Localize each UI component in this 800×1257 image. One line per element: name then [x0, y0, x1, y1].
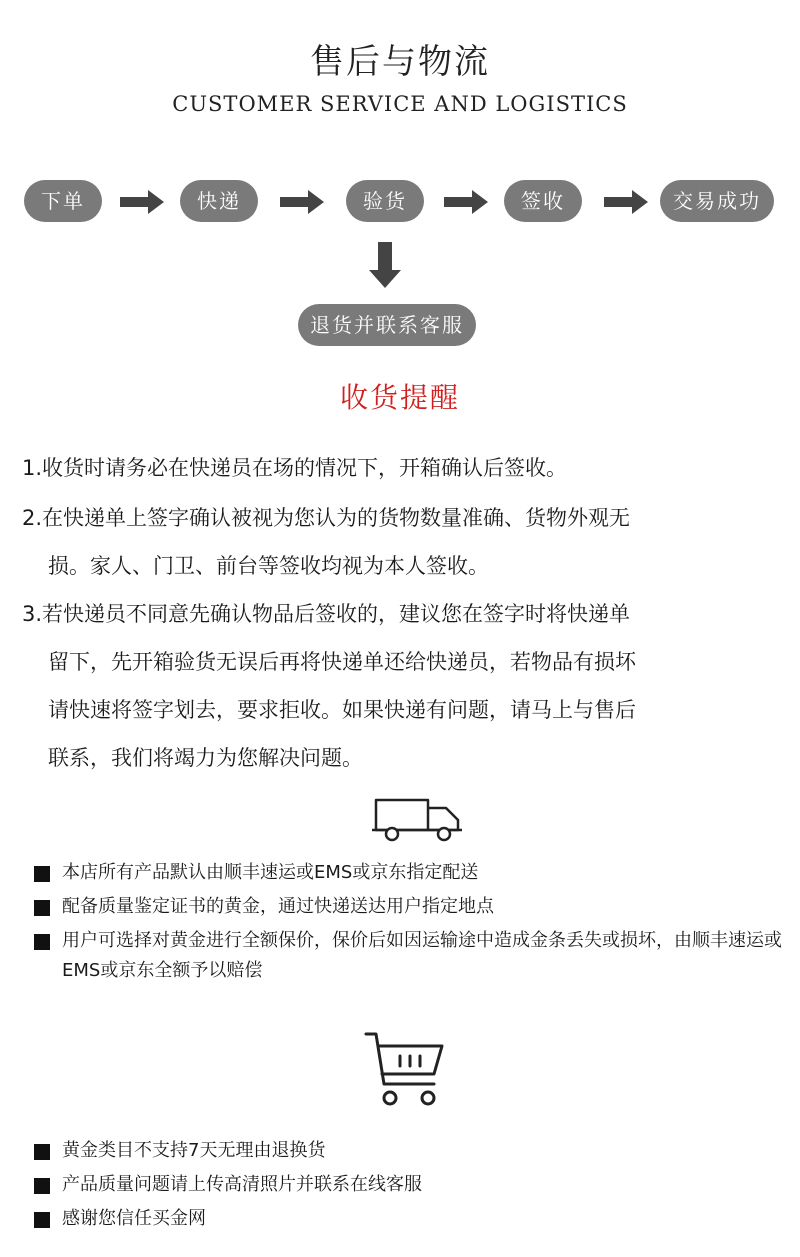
reminder-line: 联系，我们将竭力为您解决问题。 — [48, 746, 363, 770]
list-item: 本店所有产品默认由顺丰速运或EMS或京东指定配送 — [32, 858, 792, 888]
step-sign: 签收 — [504, 180, 582, 222]
arrow-right-icon — [280, 190, 324, 214]
step-inspect: 验货 — [346, 180, 424, 222]
arrow-right-icon — [444, 190, 488, 214]
step-order: 下单 — [24, 180, 102, 222]
page-subtitle: CUSTOMER SERVICE AND LOGISTICS — [172, 92, 628, 116]
arrow-down-icon — [369, 242, 401, 288]
square-bullet-icon — [34, 1178, 50, 1194]
step-complete: 交易成功 — [660, 180, 774, 222]
list-item: 配备质量鉴定证书的黄金，通过快递送达用户指定地点 — [32, 892, 792, 922]
reminder-line: 损。家人、门卫、前台等签收均视为本人签收。 — [48, 554, 489, 578]
list-item: 感谢您信任买金网 — [32, 1204, 792, 1234]
reminder-item-3 — [22, 590, 782, 782]
square-bullet-icon — [34, 866, 50, 882]
reminder-line: 1.收货时请务必在快递员在场的情况下，开箱确认后签收。 — [22, 456, 568, 480]
square-bullet-icon — [34, 934, 50, 950]
step-express: 快递 — [180, 180, 258, 222]
reminder-line: 3.若快递员不同意先确认物品后签收的，建议您在签字时将快递单 — [22, 602, 631, 626]
reminder-line: 2.在快递单上签字确认被视为您认为的货物数量准确、货物外观无 — [22, 506, 631, 530]
reminder-line: 请快速将签字划去，要求拒收。如果快递有问题，请马上与售后 — [48, 698, 636, 722]
reminder-heading: 收货提醒 — [339, 381, 460, 414]
shopping-cart-icon — [362, 1030, 446, 1112]
page-title: 售后与物流 — [310, 42, 490, 82]
step-return-contact: 退货并联系客服 — [298, 304, 476, 346]
reminder-line: 留下，先开箱验货无误后再将快递单还给快递员，若物品有损坏 — [48, 650, 636, 674]
arrow-right-icon — [120, 190, 164, 214]
square-bullet-icon — [34, 1144, 50, 1160]
list-item: 产品质量问题请上传高清照片并联系在线客服 — [32, 1170, 792, 1200]
square-bullet-icon — [34, 900, 50, 916]
arrow-right-icon — [604, 190, 648, 214]
truck-icon — [372, 796, 464, 842]
returns-list — [32, 1136, 792, 1238]
reminder-item-1 — [22, 444, 782, 492]
list-item: 用户可选择对黄金进行全额保价，保价后如因运输途中造成金条丢失或损坏，由顺丰速运或EMS或京东全额予以赔偿 — [32, 926, 792, 986]
list-item: 黄金类目不支持7天无理由退换货 — [32, 1136, 792, 1166]
square-bullet-icon — [34, 1212, 50, 1228]
shipping-list — [32, 858, 792, 990]
reminder-item-2 — [22, 494, 782, 590]
